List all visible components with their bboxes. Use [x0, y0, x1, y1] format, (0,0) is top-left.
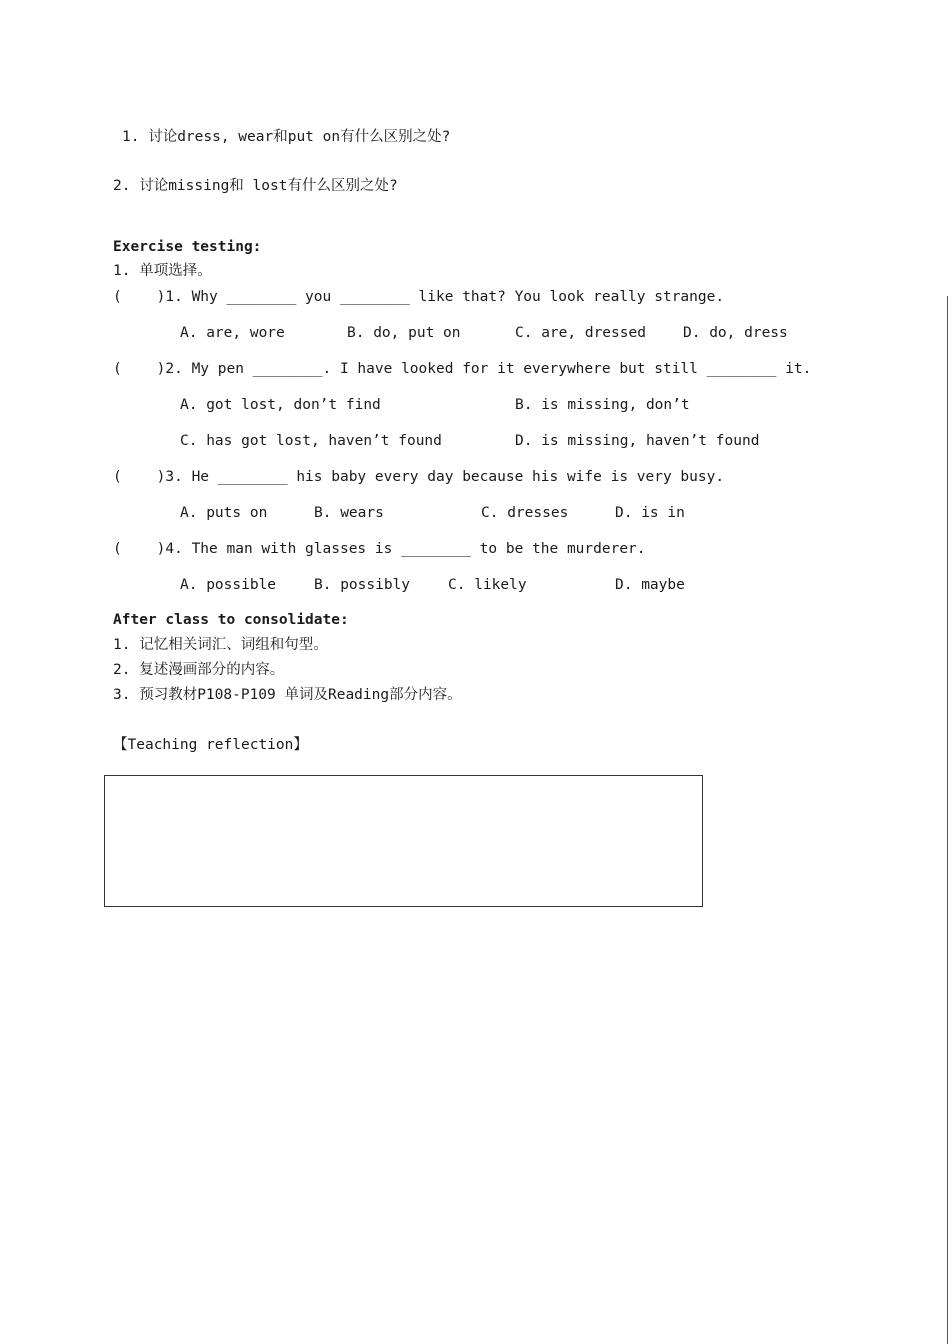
- exercise-heading: Exercise testing:: [113, 239, 262, 255]
- question-2-option-b: B. is missing, don’t: [515, 397, 690, 413]
- question-2-option-d: D. is missing, haven’t found: [515, 433, 760, 449]
- question-4-stem: ( )4. The man with glasses is ________ to be the murderer.: [113, 541, 646, 557]
- reflection-box: [104, 775, 703, 907]
- question-1-option-c: C. are, dressed: [515, 325, 646, 341]
- question-4-option-a: A. possible: [180, 577, 277, 593]
- question-2-option-c: C. has got lost, haven’t found: [180, 433, 442, 449]
- after-class-item-2: 2. 复述漫画部分的内容。: [113, 662, 285, 678]
- question-4-option-b: B. possibly: [314, 577, 411, 593]
- question-1-option-a: A. are, wore: [180, 325, 285, 341]
- after-class-item-1: 1. 记忆相关词汇、词组和句型。: [113, 637, 328, 653]
- discussion-question-2: 2. 讨论missing和 lost有什么区别之处?: [113, 178, 398, 194]
- exercise-section-title: 1. 单项选择。: [113, 263, 212, 279]
- question-3-stem: ( )3. He ________ his baby every day because his wife is very busy.: [113, 469, 725, 485]
- discussion-question-1: 1. 讨论dress, wear和put on有什么区别之处?: [122, 129, 451, 145]
- question-3-option-a: A. puts on: [180, 505, 268, 521]
- question-3-option-b: B. wears: [314, 505, 384, 521]
- question-2-stem: ( )2. My pen ________. I have looked for it everywhere but still ________ it.: [113, 361, 812, 377]
- question-1-stem: ( )1. Why ________ you ________ like that? You look really strange.: [113, 289, 725, 305]
- reflection-title: 【Teaching reflection】: [113, 737, 308, 753]
- question-4-option-d: D. maybe: [615, 577, 685, 593]
- question-3-option-c: C. dresses: [481, 505, 569, 521]
- after-class-heading: After class to consolidate:: [113, 612, 349, 628]
- question-1-option-b: B. do, put on: [347, 325, 461, 341]
- question-3-option-d: D. is in: [615, 505, 685, 521]
- page-edge-line: [947, 296, 948, 1344]
- after-class-item-3: 3. 预习教材P108-P109 单词及Reading部分内容。: [113, 687, 462, 703]
- question-2-option-a: A. got lost, don’t find: [180, 397, 381, 413]
- question-1-option-d: D. do, dress: [683, 325, 788, 341]
- question-4-option-c: C. likely: [448, 577, 527, 593]
